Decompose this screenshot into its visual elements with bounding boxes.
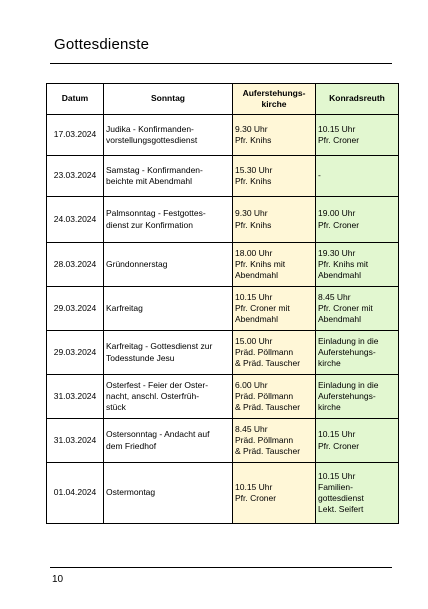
header-date: Datum bbox=[47, 84, 104, 115]
cell-konradsreuth: - bbox=[316, 156, 399, 197]
services-table bbox=[46, 83, 399, 524]
cell-auferstehungskirche: 10.15 Uhr Pfr. Croner mit Abendmahl bbox=[233, 287, 316, 331]
cell-date: 17.03.2024 bbox=[47, 115, 104, 156]
cell-auferstehungskirche: 15.00 Uhr Präd. Pöllmann & Präd. Tauscher bbox=[233, 331, 316, 375]
cell-date: 01.04.2024 bbox=[47, 463, 104, 524]
cell-auferstehungskirche: 18.00 Uhr Pfr. Knihs mit Abendmahl bbox=[233, 243, 316, 287]
cell-konradsreuth: Einladung in die Auferstehungs- kirche bbox=[316, 375, 399, 419]
page-title: Gottesdienste bbox=[54, 36, 150, 53]
header-sunday: Sonntag bbox=[104, 84, 233, 115]
cell-konradsreuth: 8.45 Uhr Pfr. Croner mit Abendmahl bbox=[316, 287, 399, 331]
cell-sunday: Osterfest - Feier der Oster- nacht, anschl. Osterfrüh- stück bbox=[104, 375, 233, 419]
table-row bbox=[47, 463, 399, 524]
table-row bbox=[47, 115, 399, 156]
cell-sunday: Ostermontag bbox=[104, 463, 233, 524]
cell-sunday: Ostersonntag - Andacht auf dem Friedhof bbox=[104, 419, 233, 463]
cell-sunday: Karfreitag bbox=[104, 287, 233, 331]
table-row bbox=[47, 197, 399, 243]
table-row bbox=[47, 331, 399, 375]
cell-date: 24.03.2024 bbox=[47, 197, 104, 243]
footer-divider bbox=[50, 567, 392, 568]
cell-sunday: Samstag - Konfirmanden- beichte mit Abendmahl bbox=[104, 156, 233, 197]
cell-konradsreuth: Einladung in die Auferstehungs- kirche bbox=[316, 331, 399, 375]
header-auferstehungskirche: Auferstehungs- kirche bbox=[233, 84, 316, 115]
cell-konradsreuth: 10.15 Uhr Pfr. Croner bbox=[316, 419, 399, 463]
table-row bbox=[47, 156, 399, 197]
cell-date: 28.03.2024 bbox=[47, 243, 104, 287]
cell-sunday: Judika - Konfirmanden- vorstellungsgottesdienst bbox=[104, 115, 233, 156]
cell-auferstehungskirche: 6.00 Uhr Präd. Pöllmann & Präd. Tauscher bbox=[233, 375, 316, 419]
header-konradsreuth: Konradsreuth bbox=[316, 84, 399, 115]
cell-sunday: Palmsonntag - Festgottes- dienst zur Konfirmation bbox=[104, 197, 233, 243]
cell-konradsreuth: 19.30 Uhr Pfr. Knihs mit Abendmahl bbox=[316, 243, 399, 287]
cell-date: 29.03.2024 bbox=[47, 287, 104, 331]
cell-sunday: Karfreitag - Gottesdienst zur Todesstunde Jesu bbox=[104, 331, 233, 375]
cell-date: 29.03.2024 bbox=[47, 331, 104, 375]
cell-konradsreuth: 10.15 Uhr Familien- gottesdienst Lekt. Seifert bbox=[316, 463, 399, 524]
cell-auferstehungskirche: 9.30 Uhr Pfr. Knihs bbox=[233, 115, 316, 156]
cell-auferstehungskirche: 15.30 Uhr Pfr. Knihs bbox=[233, 156, 316, 197]
cell-date: 23.03.2024 bbox=[47, 156, 104, 197]
page-number: 10 bbox=[52, 574, 64, 585]
cell-auferstehungskirche: 9.30 Uhr Pfr. Knihs bbox=[233, 197, 316, 243]
cell-konradsreuth: 19.00 Uhr Pfr. Croner bbox=[316, 197, 399, 243]
table-row bbox=[47, 375, 399, 419]
cell-konradsreuth: 10.15 Uhr Pfr. Croner bbox=[316, 115, 399, 156]
table-header-row bbox=[47, 84, 399, 115]
cell-date: 31.03.2024 bbox=[47, 375, 104, 419]
table-row bbox=[47, 243, 399, 287]
table-row bbox=[47, 287, 399, 331]
cell-auferstehungskirche: 10.15 Uhr Pfr. Croner bbox=[233, 463, 316, 524]
table-row bbox=[47, 419, 399, 463]
cell-date: 31.03.2024 bbox=[47, 419, 104, 463]
header-divider bbox=[50, 63, 392, 64]
cell-auferstehungskirche: 8.45 Uhr Präd. Pöllmann & Präd. Tauscher bbox=[233, 419, 316, 463]
cell-sunday: Gründonnerstag bbox=[104, 243, 233, 287]
